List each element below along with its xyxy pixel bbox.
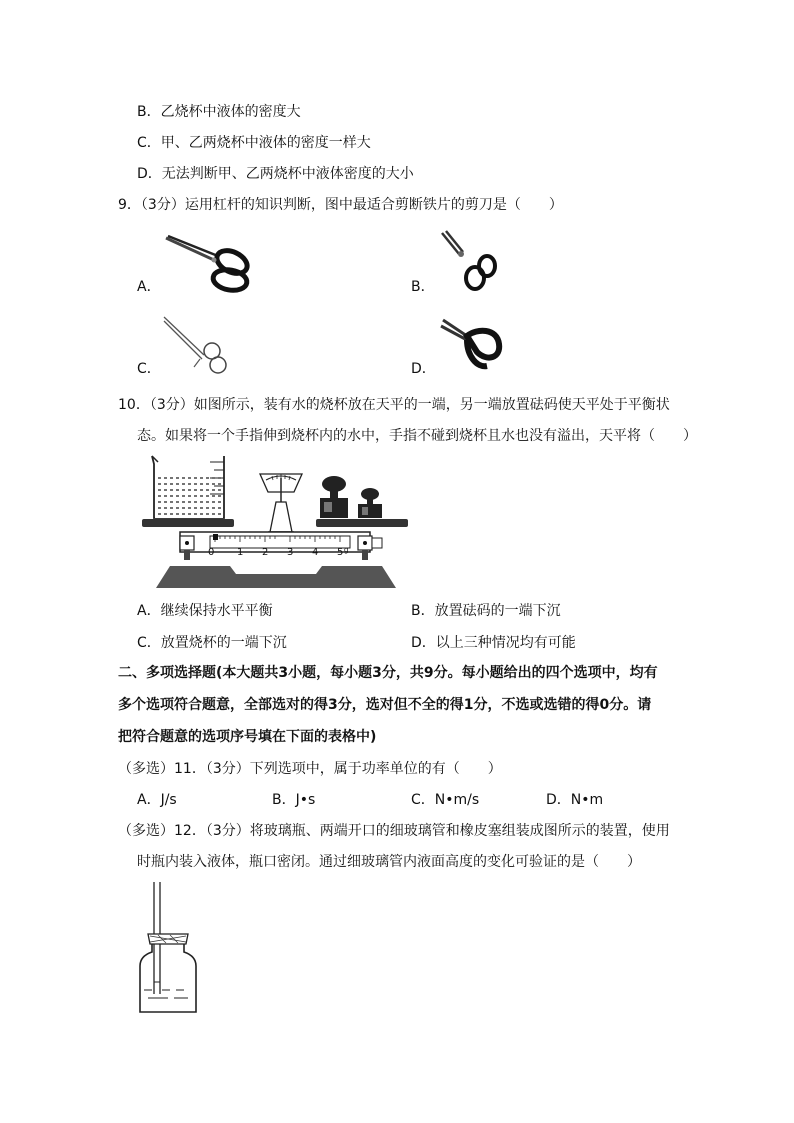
section2-heading-line3: 把符合题意的选项序号填在下面的表格中) [118, 729, 377, 745]
q9-label-a: A． [137, 279, 161, 295]
weights [320, 476, 382, 518]
ruler-tick-3: 3 [287, 547, 294, 558]
q12-stem-line1: （多选）12．（3分）将玻璃瓶、两端开口的细玻璃管和橡皮塞组装成图所示的装置，使用 [118, 823, 670, 839]
q9-label-b: B． [411, 279, 435, 295]
q10-stem-line1: 10．（3分）如图所示，装有水的烧杯放在天平的一端，另一端放置砝码使天平处于平衡状 [118, 397, 670, 413]
ruler-tick-2: 2 [262, 547, 269, 558]
q9-label-d: D． [411, 361, 436, 377]
ruler-tick-5: 5 [337, 547, 344, 558]
ruler-tick-4: 4 [312, 547, 319, 558]
q11-option-c: C．N•m/s [411, 792, 480, 808]
q9-stem: 9．（3分）运用杠杆的知识判断，图中最适合剪断铁片的剪刀是（ ） [118, 197, 563, 213]
q12-stem-line2: 时瓶内装入液体，瓶口密闭。通过细玻璃管内液面高度的变化可验证的是（ ） [137, 854, 641, 870]
scissors-a-image [162, 232, 257, 294]
q11-option-d: D．N•m [546, 792, 604, 808]
q9-label-c: C． [137, 361, 161, 377]
scissors-b-image [437, 228, 497, 292]
balance-center-post [260, 474, 302, 532]
q11-option-a: A．J/s [137, 792, 177, 808]
balance-beam-ruler [180, 532, 370, 558]
q11-option-b: B．J•s [272, 792, 316, 808]
scissors-c-image [160, 313, 235, 375]
section2-heading-line2: 多个选项符合题意，全部选对的得3分，选对但不全的得1分，不选或选错的得0分。请 [118, 697, 652, 713]
balance-scale-diagram [140, 452, 412, 592]
q10-stem-line2: 态。如果将一个手指伸到烧杯内的水中，手指不碰到烧杯且水也没有溢出，天平将（ ） [137, 428, 697, 444]
scissors-d-image [437, 310, 507, 374]
q11-stem: （多选）11．（3分）下列选项中，属于功率单位的有（ ） [118, 761, 502, 777]
q10-option-b: B．放置砝码的一端下沉 [411, 603, 561, 619]
bottle-with-tube-diagram [138, 882, 198, 1016]
balance-base [156, 566, 396, 588]
q8-option-c: C．甲、乙两烧杯中液体的密度一样大 [137, 135, 371, 151]
section2-heading-line1: 二、多项选择题(本大题共3小题，每小题3分，共9分。每小题给出的四个选项中，均有 [118, 665, 658, 681]
q10-option-a: A．继续保持水平平衡 [137, 603, 273, 619]
ruler-tick-1: 1 [237, 547, 244, 558]
ruler-tick-0: 0 [208, 547, 215, 558]
q10-option-c: C．放置烧杯的一端下沉 [137, 635, 287, 651]
beaker-with-water [152, 456, 224, 518]
ruler-unit: g [344, 546, 349, 554]
q8-option-b: B．乙烧杯中液体的密度大 [137, 104, 301, 120]
q8-option-d: D．无法判断甲、乙两烧杯中液体密度的大小 [137, 166, 414, 182]
q10-option-d: D．以上三种情况均有可能 [411, 635, 576, 651]
